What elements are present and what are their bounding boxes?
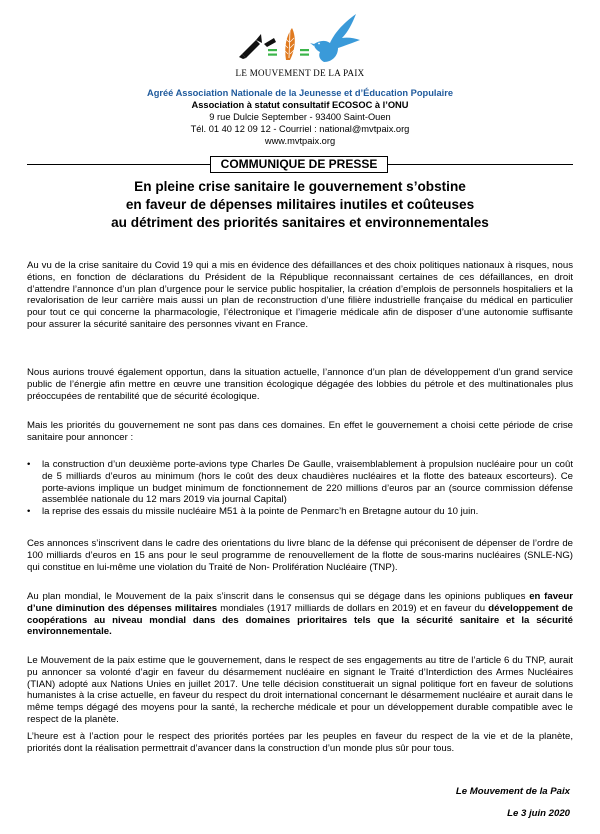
header-contact: Tél. 01 40 12 09 12 - Courriel : national@mvtpaix.org bbox=[190, 124, 410, 134]
paragraph-6: Le Mouvement de la paix estime que le gouvernement, dans le respect de ses engagements au titre de l’article 6 du TNP, aurait pu annoncer sa volonté d’agir en faveur du désarmement nucléaire en signant le Traité d’Interdiction des Armes Nucléaires (TIAN) adopté aux Nations Unies en juillet 2017. Une telle décision constituerait un signal politique fort en faveur de solutions humanistes à la crise actuelle, en faveur du respect du droit international concernant le désarmement nucléaire et aurait dans le même temps dégagé des moyens pour la santé, la recherche médicale et pour un développement durable compatible avec le respect de la planète. bbox=[27, 655, 573, 725]
title-line-3: au détriment des priorités sanitaires et environnementales bbox=[111, 215, 489, 230]
equals-icon-right bbox=[300, 49, 309, 56]
header-address: 9 rue Dulcie September - 93400 Saint-Ouen bbox=[209, 112, 391, 122]
leaf-icon bbox=[284, 28, 295, 60]
signature-date: Le 3 juin 2020 bbox=[507, 808, 570, 819]
header-ecosoc: Association à statut consultatif ECOSOC à l’ONU bbox=[191, 100, 409, 110]
paragraph-1: Au vu de la crise sanitaire du Covid 19 qui a mis en évidence des défaillances et des choix politiques nationaux à risques, nous étions, en fonction de déclarations du Président de la République reconnaissant certaines de ces défaillances, en droit d’attendre l’annonce d’un plan d’urgence pour le service public hospitalier, la création d’emplois de personnels hospitaliers et la revalorisation de leur carrière mais aussi un plan de reconstruction d’une filière industrielle française du médical en particulier pour tout ce qui concerne la pharmacologie, l’électronique et l’imagerie médicale afin de disposer d’une autonomie suffisante pour assurer la sécurité sanitaire des personnes vivant en France. bbox=[27, 260, 573, 330]
paragraph-4: Ces annonces s’inscrivent dans le cadre des orientations du livre blanc de la défense qui préconisent de dépenser de l’ordre de 100 milliards d’euros en 15 ans pour le seul programme de renouvellement de la flotte de sous-marins nucléaires (SNLE-NG) qui constitue en lui-même une violation du Traité de Non- Prolifération Nucléaire (TNP). bbox=[27, 538, 573, 573]
paragraph-3: Mais les priorités du gouvernement ne sont pas dans ces domaines. En effet le gouvernement a choisi cette période de crise sanitaire pour annoncer : bbox=[27, 420, 573, 443]
signature-name: Le Mouvement de la Paix bbox=[455, 786, 570, 797]
bullet-icon: • bbox=[27, 459, 31, 470]
title-line-2: en faveur de dépenses militaires inutiles et coûteuses bbox=[125, 197, 475, 212]
announcement-list bbox=[27, 459, 573, 518]
mouvement-paix-logo bbox=[234, 10, 364, 70]
title-line-1: En pleine crise sanitaire le gouvernement s’obstine bbox=[134, 179, 466, 194]
equals-icon-left bbox=[268, 49, 277, 56]
org-name: LE MOUVEMENT DE LA PAIX bbox=[235, 68, 365, 78]
press-release-title bbox=[0, 178, 600, 232]
paragraph-2: Nous aurions trouvé également opportun, dans la situation actuelle, l’annonce d’un plan de développement d’un grand service public de l’énergie afin mettre en œuvre une transition écologique dégagée des lobbies du pétrole et des multinationales plus préoccupées de rentabilité que de sécurité écologique. bbox=[27, 367, 573, 402]
bullet-icon: • bbox=[27, 506, 31, 518]
paragraph-5: Au plan mondial, le Mouvement de la paix s’inscrit dans le consensus qui se dégage dans les opinions publiques en faveur d’une diminution des dépenses militaires mondiales (1917 milliards de dollars en 2019) et en faveur du développement de coopérations au niveau mondial dans des domaines prioritaires tels que la sécurité sanitaire et la sécurité environnementale. bbox=[27, 591, 573, 638]
list-item: • la reprise des essais du missile nucléaire M51 à la pointe de Penmarc’h en Bretagne autour du 10 juin. bbox=[27, 506, 479, 518]
header-website: www.mvtpaix.org bbox=[264, 136, 336, 146]
communique-label: COMMUNIQUE DE PRESSE bbox=[210, 156, 388, 173]
dove-icon bbox=[310, 14, 360, 62]
list-item: • la construction d’un deuxième porte-avions type Charles De Gaulle, vraisemblablement à propulsion nucléaire pour un coût de 5 milliards d’euros au minimum (hors le coût des deux chaudières nucléaires et la flotte des bateaux escorteurs). Ce porte-avions implique un budget minimum de fonctionnement de 220 millions d’euros par an (source commission défense assemblée nationale du 12 mars 2019 via journal Capital) bbox=[27, 459, 573, 506]
header-accreditation: Agréé Association Nationale de la Jeunesse et d’Éducation Populaire bbox=[146, 88, 454, 98]
paragraph-7: L’heure est à l’action pour le respect des priorités portées par les peuples en faveur du respect de la vie et de la planète, priorités dont la réalisation permettrait d’avancer dans la construction d’un monde plus sûr pour tous. bbox=[27, 731, 573, 754]
